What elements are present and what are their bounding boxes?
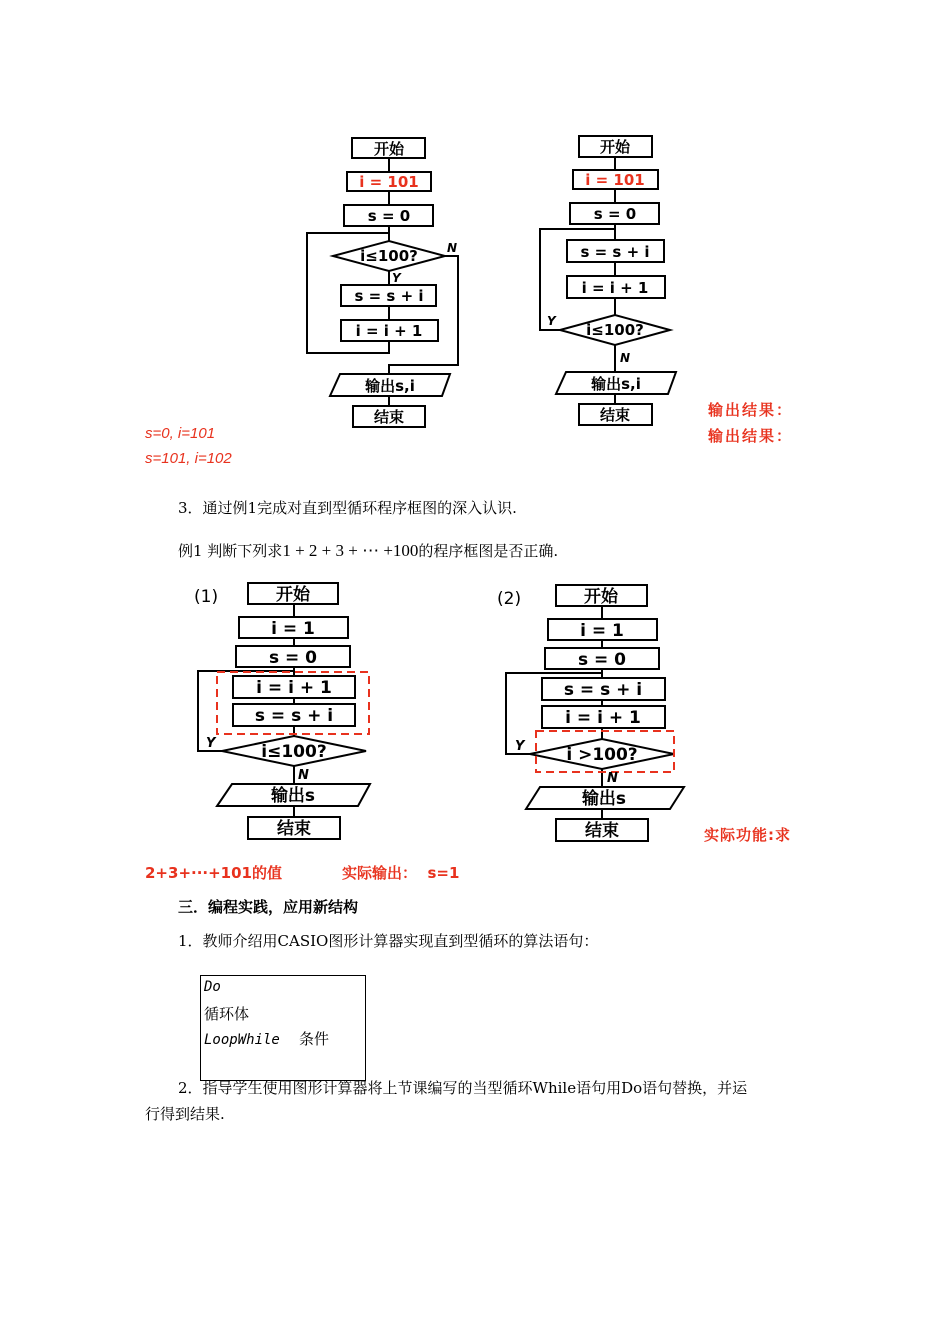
code-line-3-rest: 条件 bbox=[298, 1030, 329, 1048]
fc-mr-start: 开始 bbox=[584, 587, 618, 607]
fc-ml-yes: Y bbox=[206, 736, 216, 751]
fc-tr-init-i: i = 101 bbox=[585, 171, 645, 189]
fc-mr-no: N bbox=[607, 771, 618, 786]
fc-tl-body1: s = s + i bbox=[354, 287, 424, 305]
section-3-title: 三．编程实践，应用新结构 bbox=[178, 898, 359, 916]
fc-ml-init-s: s = 0 bbox=[268, 648, 318, 668]
fc-mr-yes: Y bbox=[515, 739, 525, 754]
fc-ml-no: N bbox=[298, 768, 309, 783]
flowchart-top-left bbox=[295, 130, 470, 432]
example-1-suffix: 的程序框图是否正确. bbox=[418, 542, 559, 560]
actual-function-label: 实际功能:求 bbox=[704, 826, 791, 844]
fc-tl-body2: i = i + 1 bbox=[355, 322, 423, 340]
code-line-3 bbox=[204, 1028, 329, 1049]
example-1-formula: 1 + 2 + 3 + ⋯ +100 bbox=[282, 541, 419, 560]
result-label-1: 输出结果： bbox=[708, 401, 794, 419]
item-2-line-1: 2．指导学生使用图形计算器将上节课编写的当型循环While语句用Do语句替换，并运 bbox=[178, 1079, 748, 1097]
fc-mr-output: 输出s bbox=[581, 789, 627, 809]
fc-tl-no: N bbox=[447, 241, 458, 255]
result-left-2: s=101, i=102 bbox=[145, 450, 232, 467]
code-box bbox=[200, 975, 366, 1081]
fc-tl-cond: i≤100? bbox=[360, 247, 418, 265]
fc-ml-body1: i = i + 1 bbox=[256, 678, 332, 698]
fc-tl-init-s: s = 0 bbox=[367, 207, 411, 225]
fc-tl-yes: Y bbox=[392, 271, 401, 285]
example-1 bbox=[178, 540, 558, 561]
actual-function-value: 2+3+···+101的值 bbox=[145, 864, 282, 882]
fc-tl-start: 开始 bbox=[373, 140, 405, 158]
flowchart-mid-right bbox=[492, 580, 687, 845]
fc-tr-yes: Y bbox=[547, 314, 556, 328]
actual-output: 实际输出： s=1 bbox=[342, 864, 460, 882]
fc-mr-cond: i >100? bbox=[566, 745, 638, 765]
fc-mr-label: (2) bbox=[497, 589, 522, 609]
fc-tr-init-s: s = 0 bbox=[593, 205, 637, 223]
fc-mr-end: 结束 bbox=[585, 821, 619, 841]
fc-tr-end: 结束 bbox=[599, 406, 631, 424]
fc-tl-end: 结束 bbox=[373, 408, 405, 426]
fc-tr-body1: s = s + i bbox=[580, 243, 650, 261]
fc-ml-body2: s = s + i bbox=[254, 706, 334, 726]
fc-ml-init-i: i = 1 bbox=[271, 619, 315, 639]
example-1-prefix: 例1 判断下列求 bbox=[178, 542, 283, 560]
result-left-1: s=0, i=101 bbox=[145, 425, 216, 442]
fc-mr-body2: i = i + 1 bbox=[565, 708, 641, 728]
paragraph-3: 3．通过例1完成对直到型循环程序框图的深入认识. bbox=[178, 499, 517, 517]
fc-ml-start: 开始 bbox=[276, 585, 310, 605]
code-line-1: Do bbox=[204, 979, 221, 995]
fc-tr-no: N bbox=[620, 351, 631, 365]
fc-mr-init-i: i = 1 bbox=[580, 621, 624, 641]
fc-ml-end: 结束 bbox=[277, 819, 311, 839]
flowchart-mid-left bbox=[185, 578, 380, 843]
fc-mr-body1: s = s + i bbox=[563, 680, 643, 700]
fc-mr-init-s: s = 0 bbox=[577, 650, 627, 670]
fc-tr-body2: i = i + 1 bbox=[581, 279, 649, 297]
fc-ml-cond: i≤100? bbox=[261, 742, 327, 762]
result-label-2: 输出结果： bbox=[708, 427, 794, 445]
item-1: 1．教师介绍用CASIO图形计算器实现直到型循环的算法语句： bbox=[178, 932, 599, 950]
flowchart-top-right bbox=[530, 128, 690, 432]
fc-tl-output: 输出s,i bbox=[365, 377, 415, 395]
fc-tr-cond: i≤100? bbox=[586, 321, 644, 339]
fc-ml-output: 输出s bbox=[270, 786, 316, 806]
fc-tl-init-i: i = 101 bbox=[359, 173, 419, 191]
code-line-3-keyword: LoopWhile bbox=[204, 1032, 280, 1048]
fc-ml-label: (1) bbox=[194, 587, 219, 607]
item-2-line-2: 行得到结果. bbox=[145, 1105, 225, 1123]
fc-tr-start: 开始 bbox=[599, 138, 631, 156]
code-line-2: 循环体 bbox=[204, 1005, 250, 1023]
fc-tr-output: 输出s,i bbox=[591, 375, 641, 393]
